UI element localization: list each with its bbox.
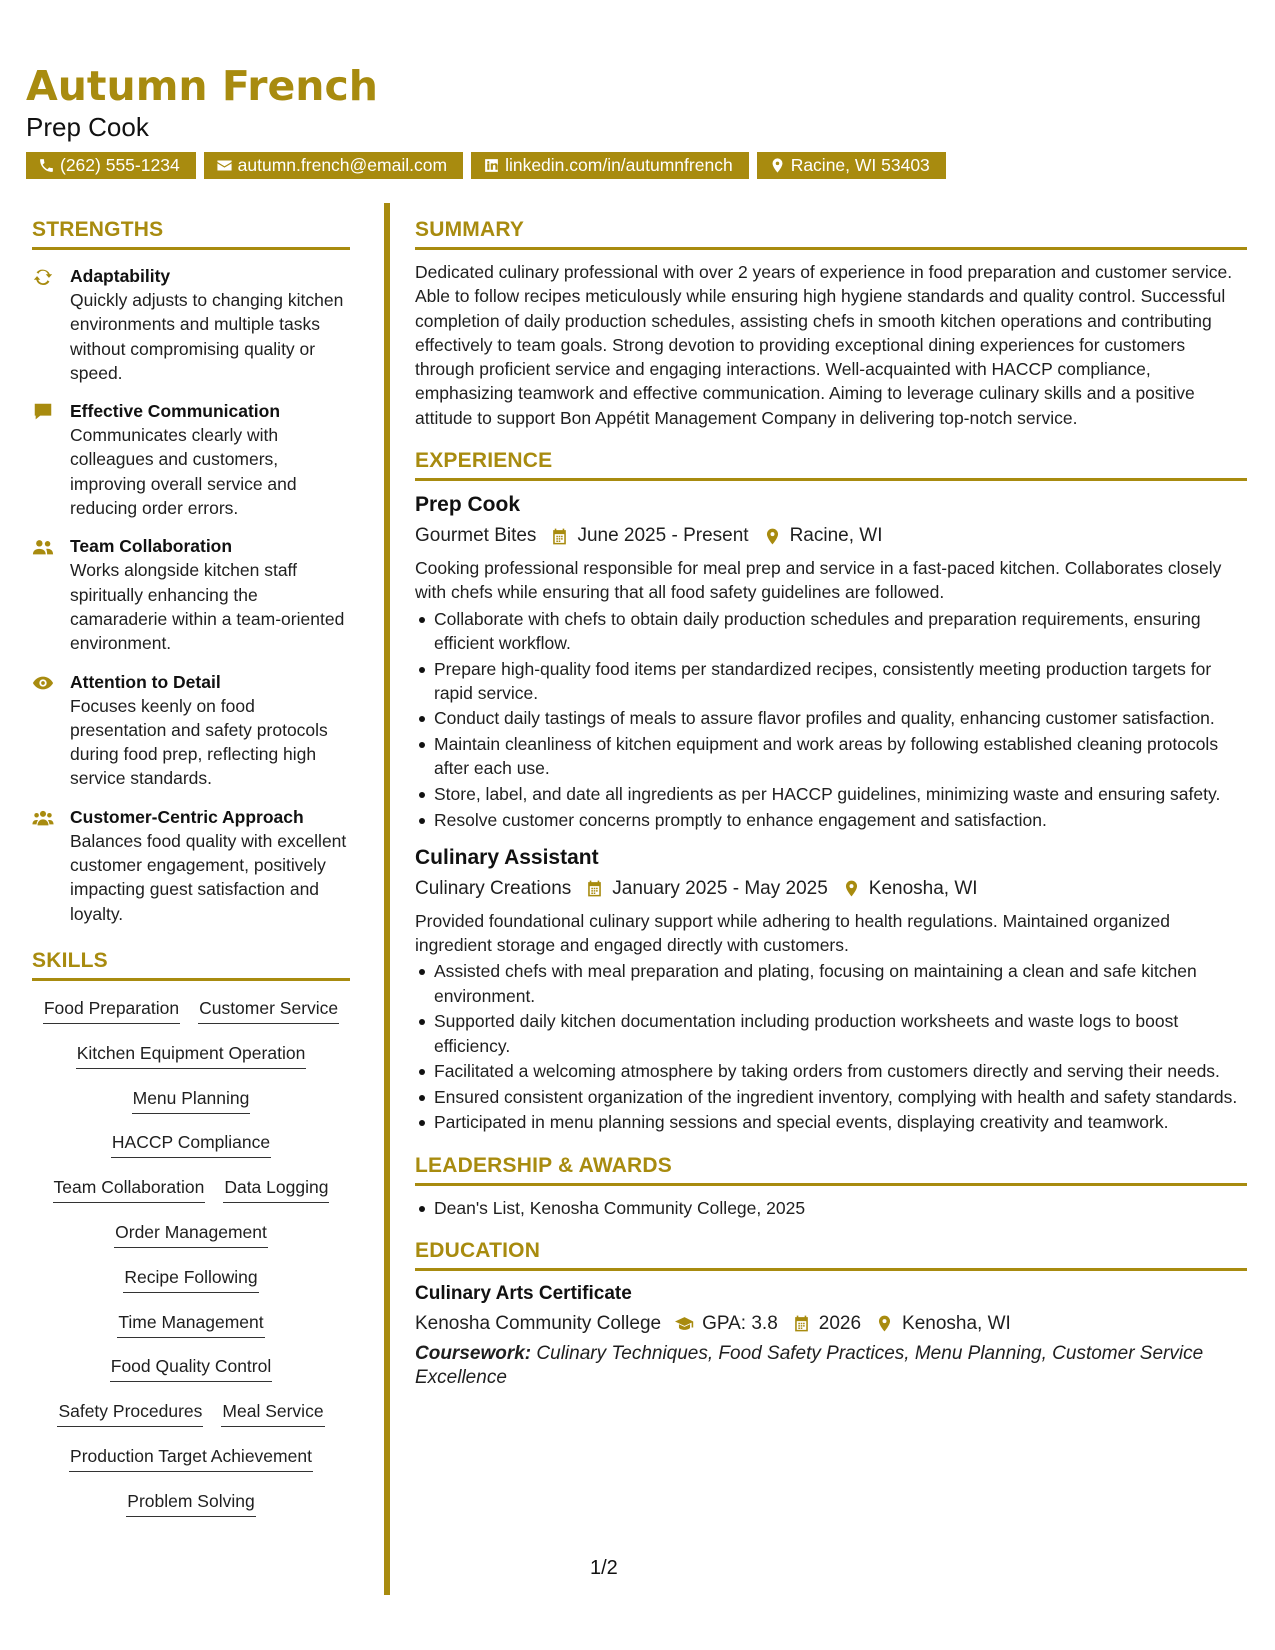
summary-heading: SUMMARY: [415, 217, 1247, 250]
user-group-icon: [32, 536, 54, 558]
strength-item: [32, 264, 350, 385]
strength-title: Customer-Centric Approach: [70, 806, 304, 827]
contact-phone-text: (262) 555-1234: [60, 155, 180, 175]
candidate-name: Autumn French: [26, 62, 378, 110]
list-item: Assisted chefs with meal preparation and plating, focusing on maintaining a clean and safe kitchen environment.: [415, 959, 1247, 1008]
education-meta: [415, 1310, 1247, 1338]
strength-title: Adaptability: [70, 266, 171, 286]
strength-desc: Quickly adjusts to changing kitchen environments and multiple tasks without compromising quality or speed.: [70, 290, 344, 383]
skill-tag: HACCP Compliance: [111, 1131, 271, 1158]
job-company: Gourmet Bites: [415, 525, 537, 547]
strength-item: [32, 399, 350, 520]
school-location: Kenosha, WI: [902, 1312, 1011, 1334]
strength-desc: Communicates clearly with colleagues and customers, improving overall service and reducing order errors.: [70, 425, 297, 519]
job-location: Racine, WI: [789, 525, 883, 547]
job-entry: [415, 844, 1247, 1135]
strength-item: [32, 805, 350, 926]
school-name: Kenosha Community College: [415, 1312, 662, 1334]
graduation-cap-icon: [675, 1314, 694, 1333]
gpa: GPA: 3.8: [702, 1312, 778, 1334]
awards-list: [415, 1196, 1247, 1220]
location-pin-icon: [842, 879, 861, 898]
job-title: Culinary Assistant: [415, 845, 599, 869]
right-column: [415, 217, 1247, 1390]
list-item: Prepare high-quality food items per standardized recipes, consistently meeting production targets for rapid service.: [415, 657, 1247, 706]
sync-icon: [32, 266, 54, 288]
eye-icon: [32, 672, 54, 694]
job-location: Kenosha, WI: [868, 877, 978, 899]
contact-location: [757, 152, 946, 179]
contact-email-text: autumn.french@email.com: [237, 155, 448, 175]
comment-icon: [32, 401, 54, 423]
skills-heading: SKILLS: [32, 948, 350, 981]
location-pin-icon: [875, 1314, 894, 1333]
calendar-icon: [550, 527, 569, 546]
strength-title: Attention to Detail: [70, 671, 221, 692]
skill-tag: Menu Planning: [132, 1087, 251, 1114]
job-description: Provided foundational culinary support while adhering to health regulations. Maintained organized ingredient storage and engaged directly with customers.: [415, 910, 1170, 956]
skill-tag: Problem Solving: [126, 1490, 255, 1517]
job-title: Prep Cook: [415, 493, 521, 517]
linkedin-icon: [483, 157, 500, 174]
skill-tag: Time Management: [117, 1311, 264, 1338]
strength-desc: Focuses keenly on food presentation and safety protocols during food prep, reflecting high service standards.: [70, 695, 328, 789]
contact-phone[interactable]: [26, 152, 196, 179]
degree-title: Culinary Arts Certificate: [415, 1282, 632, 1304]
skill-tag: Safety Procedures: [57, 1400, 203, 1427]
column-divider: [384, 203, 390, 1595]
coursework-text: Culinary Techniques, Food Safety Practices, Menu Planning, Customer Service Excellence: [415, 1342, 1204, 1388]
contact-bar: [26, 152, 1256, 179]
phone-icon: [38, 157, 55, 174]
candidate-title: Prep Cook: [26, 112, 149, 142]
strength-title: Effective Communication: [70, 401, 281, 422]
page-number: 1/2: [590, 1557, 618, 1579]
contact-linkedin[interactable]: [471, 152, 749, 179]
coursework-label: Coursework:: [415, 1342, 532, 1364]
strength-desc: Works alongside kitchen staff spiritually enhancing the camaraderie within a team-oriented environment.: [70, 560, 345, 654]
skill-tag: Recipe Following: [123, 1266, 258, 1293]
job-dates: January 2025 - May 2025: [612, 877, 828, 899]
strength-title: Team Collaboration: [70, 536, 233, 557]
strength-desc: Balances food quality with excellent customer engagement, positively impacting guest satisfaction and loyalty.: [70, 830, 347, 924]
skill-tag: Food Preparation: [43, 997, 180, 1024]
skill-tag: Kitchen Equipment Operation: [76, 1042, 307, 1069]
location-pin-icon: [763, 527, 782, 546]
strength-item: [32, 534, 350, 655]
job-description: Cooking professional responsible for meal prep and service in a fast-paced kitchen. Collaborates closely with chefs while ensuring that all food safety guidelines are followed.: [415, 558, 1222, 603]
list-item: Dean's List, Kenosha Community College, 2025: [415, 1196, 1247, 1220]
job-entry: [415, 491, 1247, 832]
users-icon: [32, 807, 54, 829]
job-meta: [415, 522, 1247, 550]
skill-tag: Data Logging: [223, 1176, 329, 1203]
skills-list: [32, 991, 350, 1529]
job-dates: June 2025 - Present: [577, 525, 749, 547]
coursework: [415, 1342, 1247, 1390]
strengths-heading: STRENGTHS: [32, 217, 350, 250]
job-meta: [415, 875, 1247, 903]
contact-linkedin-text: linkedin.com/in/autumnfrench: [505, 155, 733, 175]
location-pin-icon: [769, 157, 786, 174]
skill-tag: Team Collaboration: [53, 1176, 206, 1203]
job-bullets: [415, 959, 1247, 1134]
envelope-icon: [216, 157, 233, 174]
left-column: [32, 217, 350, 1529]
contact-email[interactable]: [204, 152, 463, 179]
list-item: Maintain cleanliness of kitchen equipment and work areas by following established cleaning protocols after each use.: [415, 732, 1247, 781]
skill-tag: Meal Service: [221, 1400, 324, 1427]
calendar-icon: [585, 879, 604, 898]
job-bullets: [415, 607, 1247, 832]
list-item: Supported daily kitchen documentation including production worksheets and waste logs to boost efficiency.: [415, 1009, 1247, 1058]
experience-heading: EXPERIENCE: [415, 448, 1247, 481]
contact-location-text: Racine, WI 53403: [790, 155, 930, 175]
resume-header: [26, 62, 1256, 179]
skill-tag: Customer Service: [198, 997, 339, 1024]
education-heading: EDUCATION: [415, 1238, 1247, 1271]
skill-tag: Food Quality Control: [110, 1355, 273, 1382]
list-item: Collaborate with chefs to obtain daily production schedules and preparation requirements, ensuring efficient workflow.: [415, 607, 1247, 656]
list-item: Facilitated a welcoming atmosphere by taking orders from customers directly and serving their needs.: [415, 1059, 1247, 1083]
graduation-year: 2026: [818, 1312, 862, 1334]
list-item: Store, label, and date all ingredients as per HACCP guidelines, minimizing waste and ensuring safety.: [415, 782, 1247, 806]
list-item: Resolve customer concerns promptly to enhance engagement and satisfaction.: [415, 808, 1247, 832]
skill-tag: Order Management: [114, 1221, 268, 1248]
list-item: Participated in menu planning sessions and special events, displaying creativity and teamwork.: [415, 1110, 1247, 1134]
skill-tag: Production Target Achievement: [69, 1445, 313, 1472]
calendar-icon: [792, 1314, 811, 1333]
summary-text: Dedicated culinary professional with over 2 years of experience in food preparation and customer service. Able to follow recipes meticulously while ensuring high hygiene standards and quality control. Successful completion of daily production schedules, assisting chefs in smooth kitchen operations and contributing effectively to team goals. Strong devotion to providing exceptional dining experiences for customers through proficient service and engaging interactions. Well-acquainted with HACCP compliance, emphasizing teamwork and effective communication. Aiming to leverage culinary skills and a positive attitude to support Bon Appétit Management Company in delivering top-notch service.: [415, 262, 1233, 428]
job-company: Culinary Creations: [415, 877, 572, 899]
list-item: Ensured consistent organization of the ingredient inventory, complying with health and safety standards.: [415, 1085, 1247, 1109]
awards-heading: LEADERSHIP & AWARDS: [415, 1153, 1247, 1186]
strength-item: [32, 670, 350, 791]
list-item: Conduct daily tastings of meals to assure flavor profiles and quality, enhancing customer satisfaction.: [415, 706, 1247, 730]
